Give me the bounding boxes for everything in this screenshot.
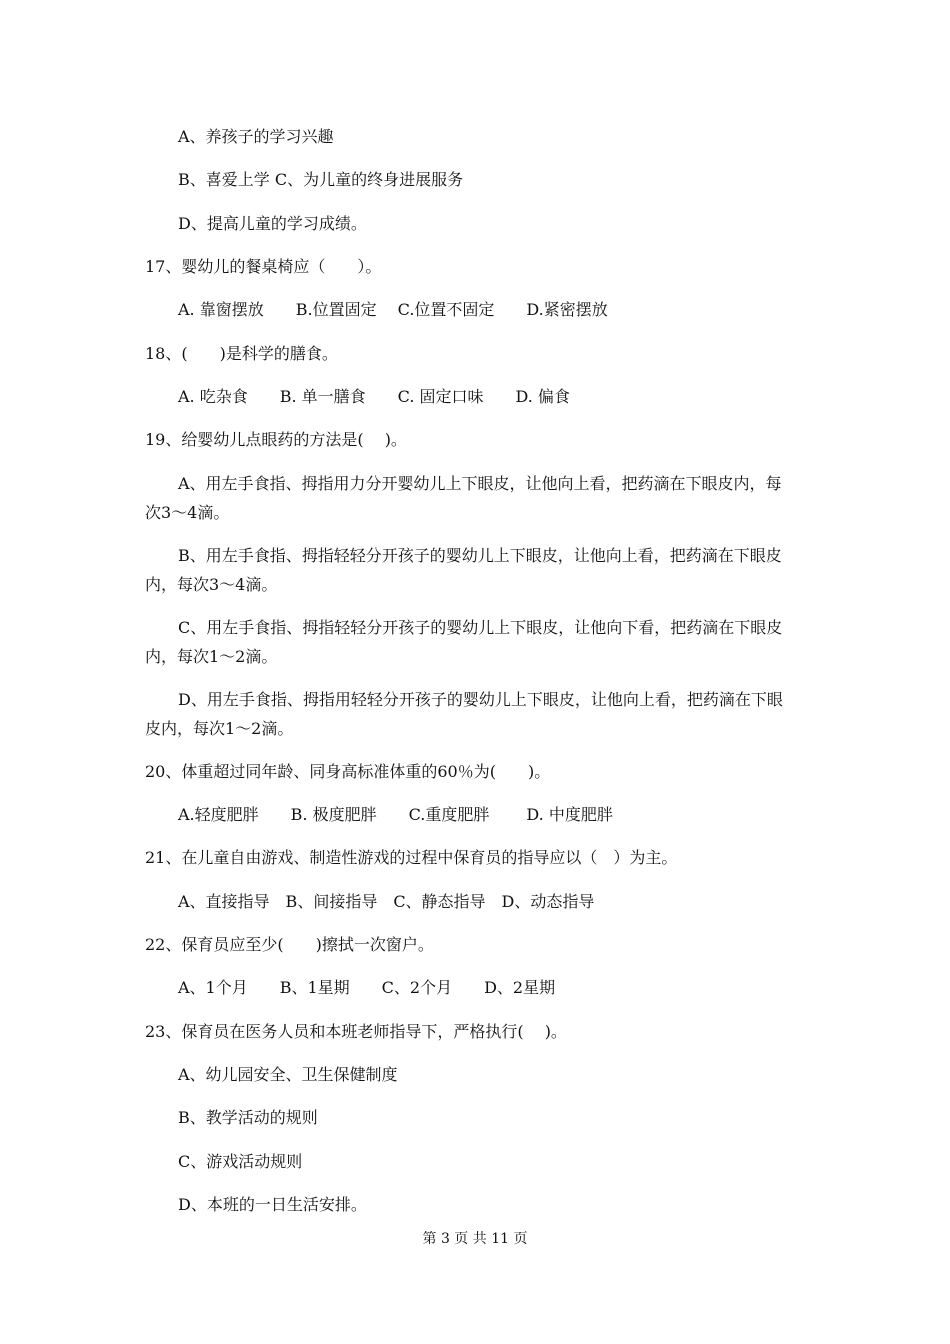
option-19d-cont: 皮内，每次1～2滴。	[145, 719, 294, 738]
question-17: 17、婴幼儿的餐桌椅应（ ）。	[145, 257, 382, 276]
option-line: B、喜爱上学 C、为儿童的终身进展服务	[178, 170, 464, 189]
options-22: A、1个月 B、1星期 C、2个月 D、2星期	[178, 978, 556, 997]
option-19c: C、用左手食指、拇指轻轻分开孩子的婴幼儿上下眼皮，让他向下看，把药滴在下眼皮	[178, 618, 783, 637]
page-number: 第 3 页 共 11 页	[422, 1231, 528, 1247]
option-19a: A、用左手食指、拇指用力分开婴幼儿上下眼皮，让他向上看，把药滴在下眼皮内，每	[178, 474, 782, 493]
option-23b: B、教学活动的规则	[178, 1108, 318, 1127]
options-18: A. 吃杂食 B. 单一膳食 C. 固定口味 D. 偏食	[178, 387, 570, 406]
option-line: D、提高儿童的学习成绩。	[178, 214, 367, 233]
option-19b-cont: 内，每次3～4滴。	[145, 575, 278, 594]
option-19d: D、用左手食指、拇指用轻轻分开孩子的婴幼儿上下眼皮，让他向上看，把药滴在下眼	[178, 690, 783, 709]
options-20: A.轻度肥胖 B. 极度肥胖 C.重度肥胖 D. 中度肥胖	[178, 805, 613, 824]
options-21: A、直接指导 B、间接指导 C、静态指导 D、动态指导	[178, 892, 595, 911]
question-21: 21、在儿童自由游戏、制造性游戏的过程中保育员的指导应以（ ）为主。	[145, 848, 678, 867]
options-17: A. 靠窗摆放 B.位置固定 C.位置不固定 D.紧密摆放	[178, 300, 608, 319]
option-23c: C、游戏活动规则	[178, 1152, 303, 1171]
option-23d: D、本班的一日生活安排。	[178, 1195, 367, 1214]
question-23: 23、保育员在医务人员和本班老师指导下，严格执行( )。	[145, 1022, 567, 1041]
option-19c-cont: 内，每次1～2滴。	[145, 647, 278, 666]
question-22: 22、保育员应至少( )擦拭一次窗户。	[145, 935, 434, 954]
option-19b: B、用左手食指、拇指轻轻分开孩子的婴幼儿上下眼皮，让他向上看，把药滴在下眼皮	[178, 546, 782, 565]
question-18: 18、( )是科学的膳食。	[145, 344, 338, 363]
question-19: 19、给婴幼儿点眼药的方法是( )。	[145, 430, 407, 449]
option-line: A、养孩子的学习兴趣	[178, 127, 334, 146]
option-19a-cont: 次3～4滴。	[145, 503, 230, 522]
option-23a: A、幼儿园安全、卫生保健制度	[178, 1065, 398, 1084]
question-20: 20、体重超过同年龄、同身高标准体重的60％为( )。	[145, 762, 551, 781]
